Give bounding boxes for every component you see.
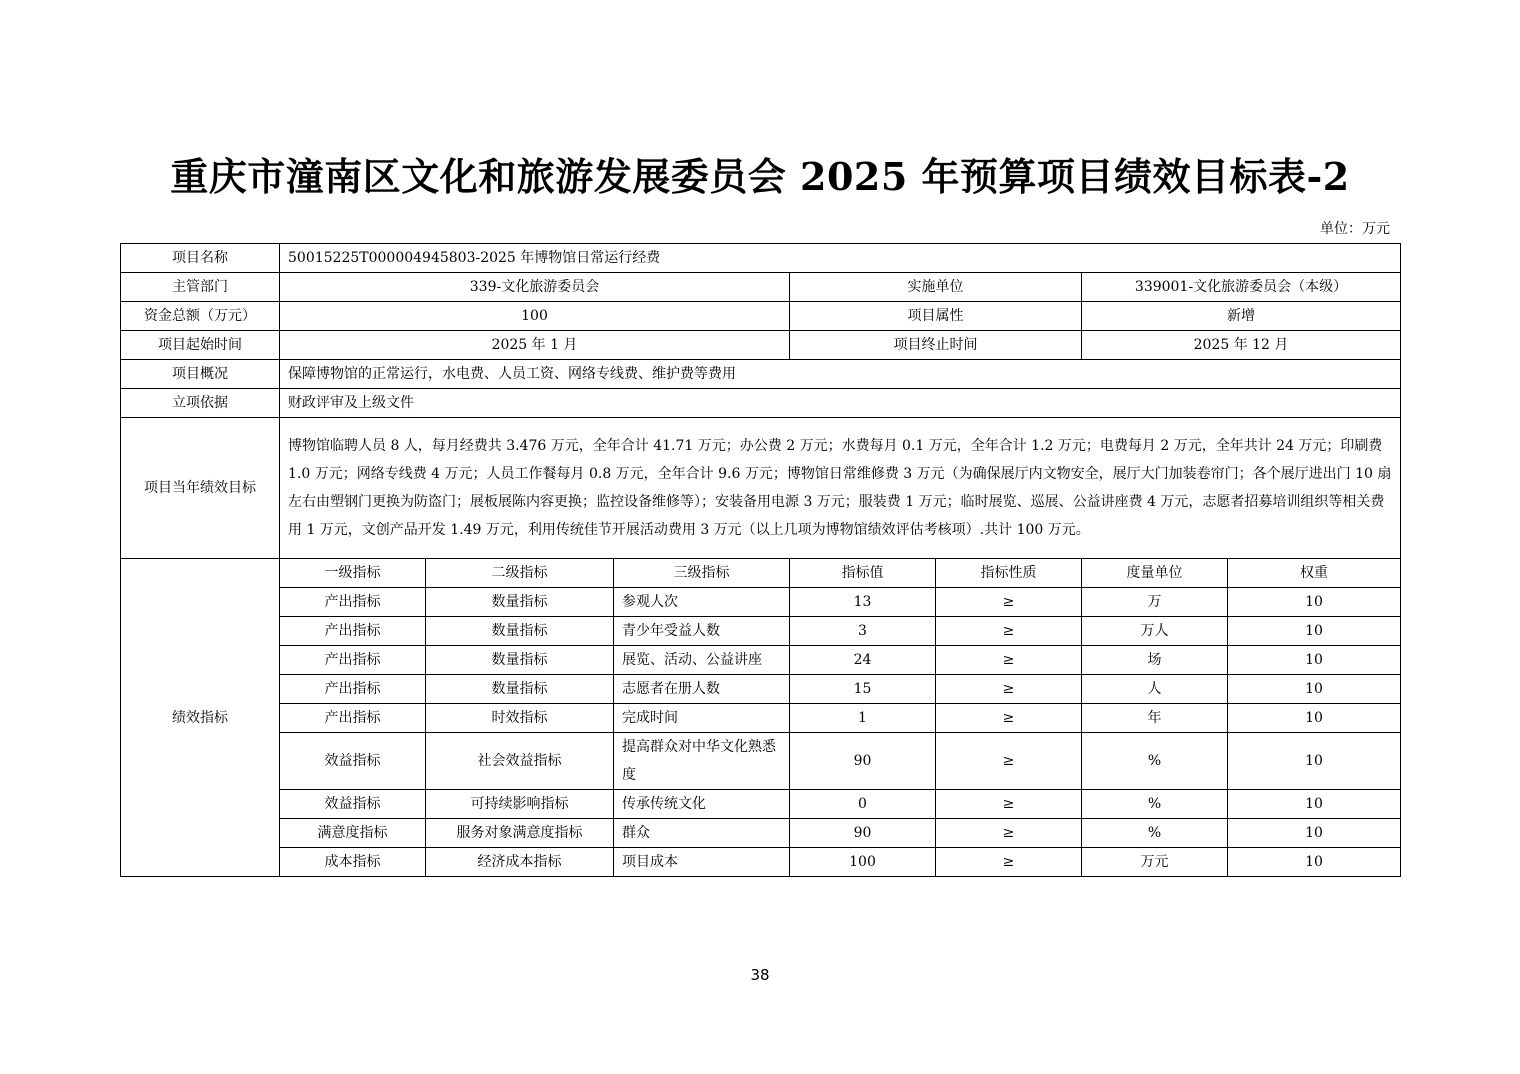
end-value: 2025 年 12 月 [1082,331,1401,360]
cell-value: 0 [790,790,936,819]
cell-level1: 满意度指标 [280,819,426,848]
attr-label: 项目属性 [790,302,1082,331]
cell-level1: 产出指标 [280,646,426,675]
cell-unit: 万元 [1082,848,1228,877]
document-title: 重庆市潼南区文化和旅游发展委员会 2025 年预算项目绩效目标表-2 [170,154,1350,199]
cell-value: 1 [790,704,936,733]
cell-unit: 万 [1082,588,1228,617]
header-value: 指标值 [790,559,936,588]
cell-nature: ≥ [936,675,1082,704]
cell-unit: % [1082,790,1228,819]
row-goal [121,418,1401,559]
fund-label: 资金总额（万元） [121,302,280,331]
row-basis [121,389,1401,418]
table-row [121,819,1401,848]
cell-weight: 10 [1228,646,1401,675]
cell-unit: % [1082,819,1228,848]
project-name-value: 50015225T000004945803-2025 年博物馆日常运行经费 [280,244,1401,273]
cell-level1: 效益指标 [280,790,426,819]
row-fund [121,302,1401,331]
fund-value: 100 [280,302,790,331]
header-level2: 二级指标 [426,559,614,588]
cell-unit: % [1082,733,1228,790]
cell-level3: 志愿者在册人数 [614,675,790,704]
row-overview [121,360,1401,389]
cell-weight: 10 [1228,790,1401,819]
cell-value: 90 [790,733,936,790]
cell-weight: 10 [1228,819,1401,848]
table-row [121,790,1401,819]
cell-unit: 人 [1082,675,1228,704]
end-label: 项目终止时间 [790,331,1082,360]
cell-level1: 产出指标 [280,588,426,617]
cell-level1: 产出指标 [280,617,426,646]
cell-level3: 参观人次 [614,588,790,617]
cell-level2: 社会效益指标 [426,733,614,790]
cell-level3: 青少年受益人数 [614,617,790,646]
cell-unit: 万人 [1082,617,1228,646]
goal-label: 项目当年绩效目标 [121,418,280,559]
indicators-section-label: 绩效指标 [121,559,280,877]
page-number: 38 [750,966,770,984]
start-label: 项目起始时间 [121,331,280,360]
table-row [121,733,1401,790]
table-row [121,617,1401,646]
cell-nature: ≥ [936,704,1082,733]
dept-label: 主管部门 [121,273,280,302]
start-value: 2025 年 1 月 [280,331,790,360]
cell-weight: 10 [1228,588,1401,617]
cell-weight: 10 [1228,675,1401,704]
basis-label: 立项依据 [121,389,280,418]
cell-value: 13 [790,588,936,617]
impl-label: 实施单位 [790,273,1082,302]
cell-value: 90 [790,819,936,848]
cell-value: 24 [790,646,936,675]
cell-weight: 10 [1228,848,1401,877]
dept-value: 339-文化旅游委员会 [280,273,790,302]
cell-value: 3 [790,617,936,646]
cell-level2: 经济成本指标 [426,848,614,877]
unit-label: 单位：万元 [1320,221,1390,237]
table-row [121,646,1401,675]
cell-level3: 提高群众对中华文化熟悉度 [614,733,790,790]
cell-nature: ≥ [936,790,1082,819]
row-department [121,273,1401,302]
cell-level3: 项目成本 [614,848,790,877]
table-row [121,704,1401,733]
cell-nature: ≥ [936,848,1082,877]
indicator-header-row [121,559,1401,588]
impl-value: 339001-文化旅游委员会（本级） [1082,273,1401,302]
table-row [121,848,1401,877]
table-row [121,588,1401,617]
cell-value: 100 [790,848,936,877]
cell-weight: 10 [1228,617,1401,646]
cell-unit: 年 [1082,704,1228,733]
cell-level2: 服务对象满意度指标 [426,819,614,848]
cell-level2: 数量指标 [426,675,614,704]
cell-nature: ≥ [936,819,1082,848]
cell-level1: 成本指标 [280,848,426,877]
basis-value: 财政评审及上级文件 [280,389,1401,418]
cell-level2: 数量指标 [426,646,614,675]
header-weight: 权重 [1228,559,1401,588]
header-level1: 一级指标 [280,559,426,588]
project-name-label: 项目名称 [121,244,280,273]
attr-value: 新增 [1082,302,1401,331]
cell-level1: 产出指标 [280,704,426,733]
cell-unit: 场 [1082,646,1228,675]
cell-level2: 数量指标 [426,617,614,646]
header-level3: 三级指标 [614,559,790,588]
row-time [121,331,1401,360]
overview-value: 保障博物馆的正常运行，水电费、人员工资、网络专线费、维护费等费用 [280,360,1401,389]
header-nature: 指标性质 [936,559,1082,588]
cell-level1: 效益指标 [280,733,426,790]
cell-level3: 完成时间 [614,704,790,733]
overview-label: 项目概况 [121,360,280,389]
cell-level1: 产出指标 [280,675,426,704]
performance-table [120,243,1401,877]
cell-nature: ≥ [936,646,1082,675]
row-project-name [121,244,1401,273]
cell-value: 15 [790,675,936,704]
cell-level2: 可持续影响指标 [426,790,614,819]
header-unit: 度量单位 [1082,559,1228,588]
cell-nature: ≥ [936,588,1082,617]
cell-level3: 传承传统文化 [614,790,790,819]
goal-value: 博物馆临聘人员 8 人，每月经费共 3.476 万元，全年合计 41.71 万元；办公费 2 万元；水费每月 0.1 万元，全年合计 1.2 万元；电费每月 2 万元，全年共计 24 万元；印刷费 1.0 万元；网络专线费 4 万元；人员工作餐每月 0.8 万元，全年合计 9.6 万元；博物馆日常维修费 3 万元（为确保展厅内文物安全，展厅大门加装卷帘门；各个展厅进出门 10 扇左右由塑钢门更换为防盗门；展板展陈内容更换；监控设备维修等）；安装备用电源 3 万元；服装费 1 万元；临时展览、巡展、公益讲座费 4 万元，志愿者招募培训组织等相关费用 1 万元，文创产品开发 1.49 万元，利用传统佳节开展活动费用 3 万元（以上几项为博物馆绩效评估考核项）.共计 100 万元。 [280,418,1401,559]
cell-level3: 群众 [614,819,790,848]
cell-weight: 10 [1228,704,1401,733]
table-row [121,675,1401,704]
cell-level3: 展览、活动、公益讲座 [614,646,790,675]
cell-level2: 时效指标 [426,704,614,733]
cell-nature: ≥ [936,733,1082,790]
cell-level2: 数量指标 [426,588,614,617]
cell-weight: 10 [1228,733,1401,790]
cell-nature: ≥ [936,617,1082,646]
